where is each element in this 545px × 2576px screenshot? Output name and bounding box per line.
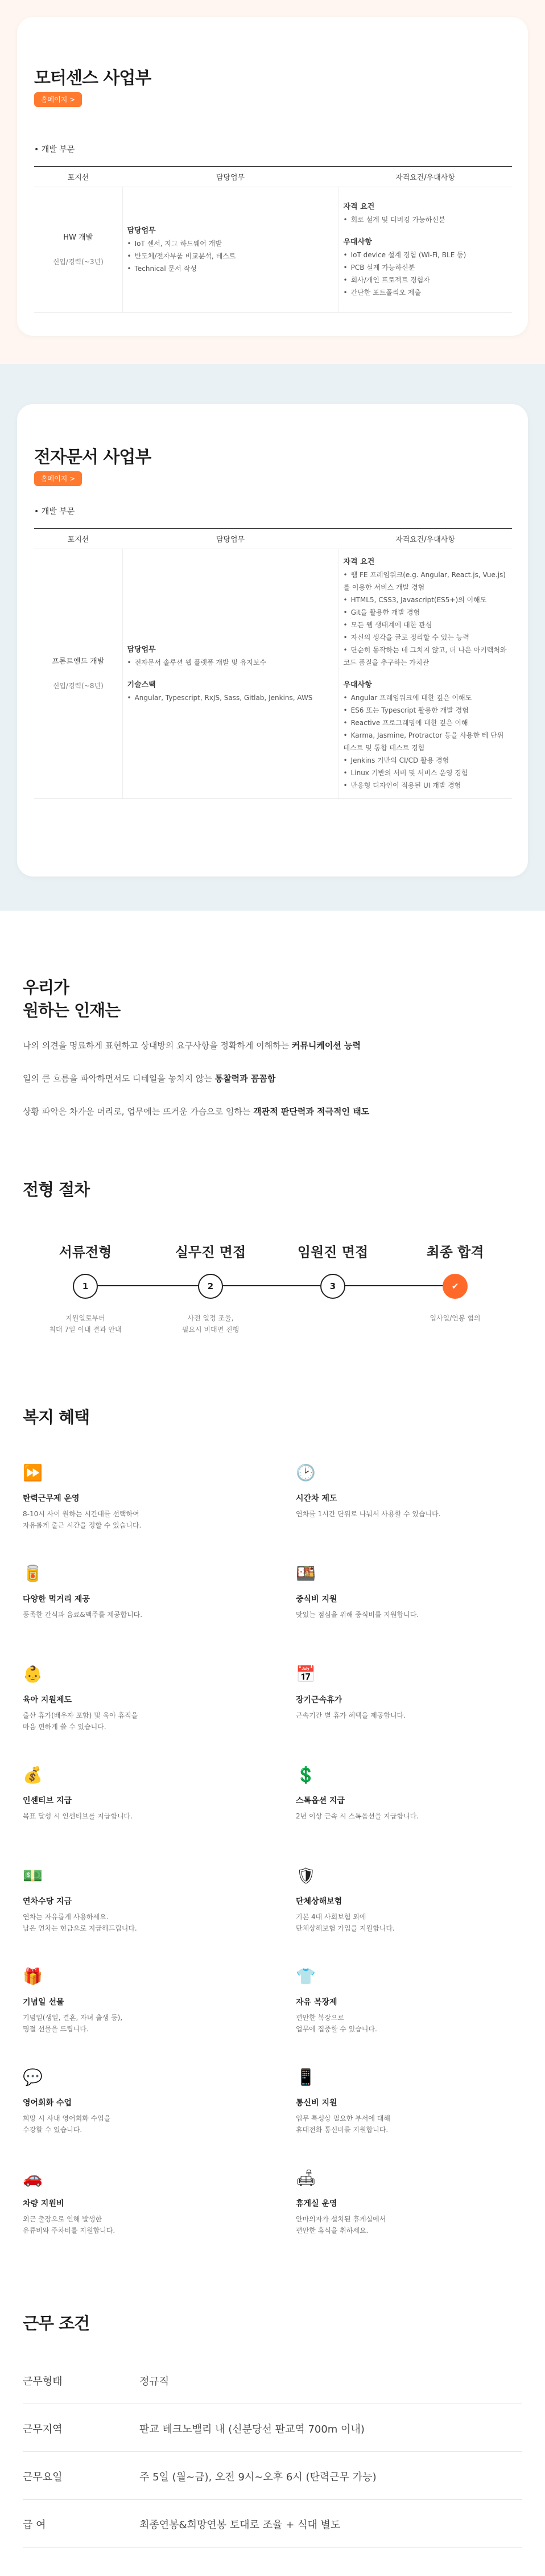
benefit-title: 자유 복장제 (296, 1998, 337, 2007)
benefit-desc (23, 1810, 262, 1822)
benefit-desc-line: 수강할 수 있습니다. (23, 2126, 82, 2134)
benefit-desc-line: 업무에 집중할 수 있습니다. (296, 2025, 377, 2033)
col-qual: 자격요건/우대사항 (338, 529, 512, 549)
col-duty: 담당업무 (122, 167, 338, 187)
work-key: 근무요일 (23, 2471, 63, 2483)
benefit-item (23, 1463, 262, 1531)
benefit-item (23, 1765, 262, 1822)
motor-homepage-button[interactable]: 홈페이지 > (34, 92, 82, 107)
ideal-line-text: 일의 큰 흐름을 파악하면서도 디테일을 놓치지 않는 (23, 1073, 215, 1084)
benefit-title: 통신비 지원 (296, 2098, 337, 2108)
benefit-item (23, 1563, 262, 1620)
ideal-title-line1: 우리가 (23, 978, 69, 997)
step-number: 1 (73, 1274, 98, 1299)
benefit-title: 다양한 먹거리 제공 (23, 1595, 90, 1604)
lounge-icon: 🛋 (296, 2168, 316, 2187)
benefit-desc-line: 남은 연차는 현금으로 지급해드립니다. (23, 1924, 137, 1932)
step-desc-line: 사전 일정 조율, (187, 1314, 234, 1322)
benefit-desc (296, 1609, 535, 1620)
step-3 (282, 1241, 384, 1312)
position-meta: 신입/경력(~8년) (52, 682, 104, 690)
qual-heading: 자격 요건 (343, 202, 375, 211)
calendar-icon: 📅 (296, 1665, 316, 1684)
process-steps (51, 1241, 484, 1355)
pref-item: • 회사/개인 프로젝트 경험자 (344, 274, 508, 286)
position-cell (34, 187, 122, 312)
benefit-desc-line: 근속기간 별 휴가 혜택을 제공합니다. (296, 1711, 406, 1719)
benefit-desc-line: 안마의자가 설치된 휴게실에서 (296, 2215, 386, 2223)
work-title: 근무 조건 (23, 2314, 90, 2333)
ideal-line-text: 상황 파악은 차가운 머리로, 업무에는 뜨거운 가슴으로 임하는 (23, 1106, 254, 1117)
pref-item: • Jenkins 기반의 CI/CD 활용 경험 (344, 754, 508, 767)
check-icon: ✔ (443, 1274, 468, 1299)
ideal-line-text: 나의 의견을 명료하게 표현하고 상대방의 요구사항을 정확하게 이해하는 (23, 1040, 292, 1051)
benefit-desc-line: 외근 출장으로 인해 발생한 (23, 2215, 102, 2223)
edoc-dept-label: • 개발 부문 (34, 507, 75, 516)
benefit-desc (23, 1911, 262, 1934)
benefit-item (296, 1563, 535, 1620)
work-row (23, 2452, 522, 2500)
benefit-desc-line: 연차는 자유롭게 사용하세요. (23, 1913, 109, 1921)
col-position: 포지션 (34, 529, 122, 549)
benefit-desc-line: 자유롭게 출근 시간을 정할 수 있습니다. (23, 1521, 142, 1529)
qual-item: • 단순히 동작하는 데 그치지 않고, 더 나은 아키텍처와 코드 품질을 추구하는 가치관 (344, 644, 508, 669)
snack-icon: 🥫 (23, 1564, 43, 1583)
benefit-desc-line: 목표 달성 시 인센티브를 지급합니다. (23, 1812, 133, 1820)
motor-card (17, 17, 528, 336)
pref-item: • PCB 설계 가능하신분 (344, 261, 508, 274)
work-value: 최종연봉&희망연봉 토대로 조율 + 식대 별도 (139, 2519, 341, 2531)
pref-item: • 반응형 디자인이 적용된 UI 개발 경험 (344, 779, 508, 792)
benefit-title: 영어회화 수업 (23, 2098, 72, 2108)
qual-cell (338, 187, 512, 312)
duty-heading: 담당업무 (127, 645, 156, 654)
benefit-desc-line: 편안한 휴식을 취하세요. (296, 2227, 369, 2235)
benefit-desc (23, 1609, 262, 1620)
duty-cell (122, 549, 338, 799)
benefit-desc (23, 2213, 262, 2236)
benefit-desc (296, 1911, 535, 1934)
step-1 (34, 1241, 137, 1335)
step-desc (159, 1312, 262, 1335)
edoc-card (17, 404, 528, 877)
qual-item: • 웹 FE 프레임워크(e.g. Angular, React.js, Vue.js)를 이용한 서비스 개발 경험 (344, 569, 508, 594)
qual-item: • 자신의 생각을 글로 정리할 수 있는 능력 (344, 631, 508, 644)
edoc-job-table (34, 528, 512, 799)
duty-item: • IoT 센서, 지그 하드웨어 개발 (127, 237, 334, 250)
benefit-desc-line: 기본 4대 사회보험 외에 (296, 1913, 366, 1921)
pref-item: • Linux 기반의 서버 및 서비스 운영 경험 (344, 767, 508, 779)
col-position: 포지션 (34, 167, 122, 187)
duty-item: • 전자문서 솔루션 웹 플랫폼 개발 및 유지보수 (127, 656, 334, 669)
process-title: 전형 절차 (23, 1180, 90, 1199)
chat-icon: 💬 (23, 2068, 43, 2087)
benefit-desc-line: 명절 선물을 드립니다. (23, 2025, 89, 2033)
benefit-title: 육아 지원제도 (23, 1696, 72, 1705)
benefit-desc (23, 2113, 262, 2135)
benefit-title: 차량 지원비 (23, 2199, 64, 2208)
benefit-desc-line: 마음 편하게 쓸 수 있습니다. (23, 1723, 106, 1731)
work-value: 판교 테크노밸리 내 (신분당선 판교역 700m 이내) (139, 2423, 365, 2435)
benefit-title: 연차수당 지급 (23, 1897, 72, 1906)
benefit-item (296, 1765, 535, 1822)
benefit-desc-line: 2년 이상 근속 시 스톡옵션을 지급합니다. (296, 1812, 419, 1820)
benefit-item (23, 1966, 262, 2035)
spacer (344, 669, 508, 679)
pref-item: • Reactive 프로그래밍에 대한 깊은 이해 (344, 717, 508, 729)
step-desc-line: 입사일/연봉 협의 (430, 1314, 481, 1322)
qual-item: • 모든 웹 생태계에 대한 관심 (344, 619, 508, 631)
benefit-desc (296, 1710, 535, 1721)
benefit-item (296, 1966, 535, 2035)
benefit-desc-line: 희망 시 사내 영어회화 수업을 (23, 2114, 111, 2122)
spacer (344, 226, 508, 236)
benefit-desc-line: 단체상해보험 가입을 지원합니다. (296, 1924, 395, 1932)
step-number: 2 (198, 1274, 223, 1299)
qual-heading: 자격 요건 (343, 558, 375, 566)
step-desc-line: 필요시 비대면 진행 (181, 1326, 240, 1334)
dress-code-icon: 👕 (296, 1967, 316, 1986)
benefit-title: 스톡옵션 지급 (296, 1796, 345, 1805)
qual-item: • 회로 설계 및 디버깅 가능하신분 (344, 213, 508, 226)
pref-heading: 우대사항 (343, 681, 372, 689)
position-title: HW 개발 (63, 233, 93, 242)
benefit-desc (23, 1508, 262, 1531)
benefit-desc (23, 1710, 262, 1733)
duty-item: • 반도체/전자부품 비교분석, 테스트 (127, 250, 334, 262)
col-qual: 자격요건/우대사항 (338, 167, 512, 187)
motor-job-table (34, 166, 512, 312)
benefit-item (23, 2067, 262, 2135)
duty-heading: 담당업무 (127, 226, 156, 235)
step-desc-line: 최대 7일 이내 결과 안내 (49, 1326, 122, 1334)
qual-cell (338, 549, 512, 799)
step-label: 실무진 면접 (175, 1244, 246, 1260)
benefit-desc-line: 풍족한 간식과 음료&맥주를 제공합니다. (23, 1611, 143, 1619)
benefit-title: 기념일 선물 (23, 1998, 64, 2007)
position-meta: 신입/경력(~3년) (52, 257, 104, 266)
benefit-desc-line: 휴대전화 통신비를 지원합니다. (296, 2126, 389, 2134)
pref-heading: 우대사항 (343, 237, 372, 246)
benefits-title: 복지 혜택 (23, 1408, 90, 1427)
benefit-item (23, 1866, 262, 1934)
benefit-desc (296, 2213, 535, 2236)
flexible-work-icon: ⏩ (23, 1463, 43, 1482)
duty-cell (122, 187, 338, 312)
pref-item: • Karma, Jasmine, Protractor 등을 사용한 테 단위 테스트 및 통합 테스트 경험 (344, 729, 508, 754)
qual-item: • HTML5, CSS3, Javascript(ES5+)의 이해도 (344, 594, 508, 606)
meal-icon: 🍱 (296, 1564, 316, 1583)
stack-item: • Angular, Typescript, RxJS, Sass, Gitlab, Jenkins, AWS (127, 692, 334, 704)
edoc-homepage-button[interactable]: 홈페이지 > (34, 471, 82, 486)
step-4 (404, 1241, 506, 1324)
motor-title: 모터센스 사업부 (34, 68, 151, 88)
motor-dept-label: • 개발 부문 (34, 145, 75, 154)
position-cell (34, 549, 122, 799)
step-number: 3 (320, 1274, 345, 1299)
benefit-title: 중식비 지원 (296, 1595, 337, 1604)
benefit-desc-line: 연차를 1시간 단위로 나눠서 사용할 수 있습니다. (296, 1510, 441, 1518)
benefit-desc-line: 유류비와 주차비를 지원합니다. (23, 2227, 115, 2235)
benefit-item (23, 2168, 262, 2236)
benefit-title: 단체상해보험 (296, 1897, 342, 1906)
step-desc (34, 1312, 137, 1335)
benefit-title: 시간차 제도 (296, 1494, 337, 1503)
incentive-icon: 💰 (23, 1766, 43, 1784)
work-key: 급 여 (23, 2519, 46, 2531)
work-row (23, 2356, 522, 2404)
ideal-line-1 (23, 1039, 361, 1051)
work-row (23, 2500, 522, 2548)
position-title: 프론트엔드 개발 (52, 657, 105, 666)
ideal-title (23, 976, 120, 1022)
benefit-item (296, 1664, 535, 1721)
step-label: 서류전형 (59, 1244, 112, 1260)
col-duty: 담당업무 (122, 529, 338, 549)
cash-icon: 💵 (23, 1866, 43, 1885)
ideal-line-3 (23, 1105, 369, 1117)
step-label: 최종 합격 (426, 1244, 484, 1260)
stock-option-icon: 💲 (296, 1766, 316, 1784)
step-desc-line: 지원일로부터 (65, 1314, 105, 1322)
insurance-icon: 🛡 (296, 1866, 316, 1885)
benefit-item (23, 1664, 262, 1733)
work-key: 근무형태 (23, 2376, 63, 2388)
step-2 (159, 1241, 262, 1335)
baby-icon: 👶 (23, 1665, 43, 1684)
benefit-title: 휴게실 운영 (296, 2199, 337, 2208)
ideal-line-bold: 객관적 판단력과 적극적인 태도 (253, 1106, 370, 1117)
work-value: 정규직 (139, 2376, 170, 2388)
ideal-title-line2: 원하는 인재는 (23, 1001, 121, 1020)
qual-item: • Git을 활용한 개발 경험 (344, 606, 508, 619)
benefit-desc-line: 업무 특성상 필요한 부서에 대해 (296, 2114, 390, 2122)
work-value: 주 5일 (월~금), 오전 9시~오후 6시 (탄력근무 가능) (139, 2471, 377, 2483)
benefit-title: 장기근속휴가 (296, 1696, 342, 1705)
pref-item: • Angular 프레임워크에 대한 깊은 이해도 (344, 692, 508, 704)
step-label: 임원진 면접 (297, 1244, 369, 1260)
benefit-desc-line: 맛있는 점심을 위해 중식비를 지원합니다. (296, 1611, 419, 1619)
benefit-desc (296, 1810, 535, 1822)
benefit-title: 인센티브 지급 (23, 1796, 72, 1805)
ideal-line-2 (23, 1072, 275, 1084)
benefit-desc-line: 8-10시 사이 원하는 시간대를 선택하여 (23, 1510, 139, 1518)
pref-item: • 간단한 포트폴리오 제출 (344, 286, 508, 299)
work-row (23, 2404, 522, 2452)
phone-icon: 📱 (296, 2068, 316, 2087)
stack-heading: 기술스택 (127, 681, 156, 689)
gift-icon: 🎁 (23, 1967, 43, 1986)
duty-item: • Technical 문서 작성 (127, 262, 334, 275)
benefit-item (296, 1463, 535, 1520)
car-icon: 🚗 (23, 2168, 43, 2187)
work-key: 근무지역 (23, 2423, 63, 2435)
clock-icon: 🕑 (296, 1463, 316, 1482)
pref-item: • IoT device 설계 경험 (Wi-Fi, BLE 등) (344, 249, 508, 261)
benefit-item (296, 2067, 535, 2135)
edoc-title: 전자문서 사업부 (34, 447, 151, 467)
benefit-item (296, 1866, 535, 1934)
benefit-desc-line: 기념일(생일, 결혼, 자녀 출생 등), (23, 2014, 123, 2022)
benefit-desc (296, 1508, 535, 1520)
pref-item: • ES6 또는 Typescript 활용한 개발 경험 (344, 704, 508, 717)
spacer (127, 669, 334, 679)
benefit-desc (23, 2012, 262, 2035)
benefit-desc (296, 2113, 535, 2135)
benefit-title: 탄력근무제 운영 (23, 1494, 80, 1503)
benefit-item (296, 2168, 535, 2236)
benefit-desc-line: 편안한 복장으로 (296, 2014, 344, 2022)
step-desc (404, 1312, 506, 1324)
benefit-desc (296, 2012, 535, 2035)
benefit-desc-line: 출산 휴가(배우자 포함) 및 육아 휴직을 (23, 1711, 138, 1719)
ideal-line-bold: 통찰력과 꼼꼼함 (214, 1073, 276, 1084)
ideal-line-bold: 커뮤니케이션 능력 (291, 1040, 361, 1051)
